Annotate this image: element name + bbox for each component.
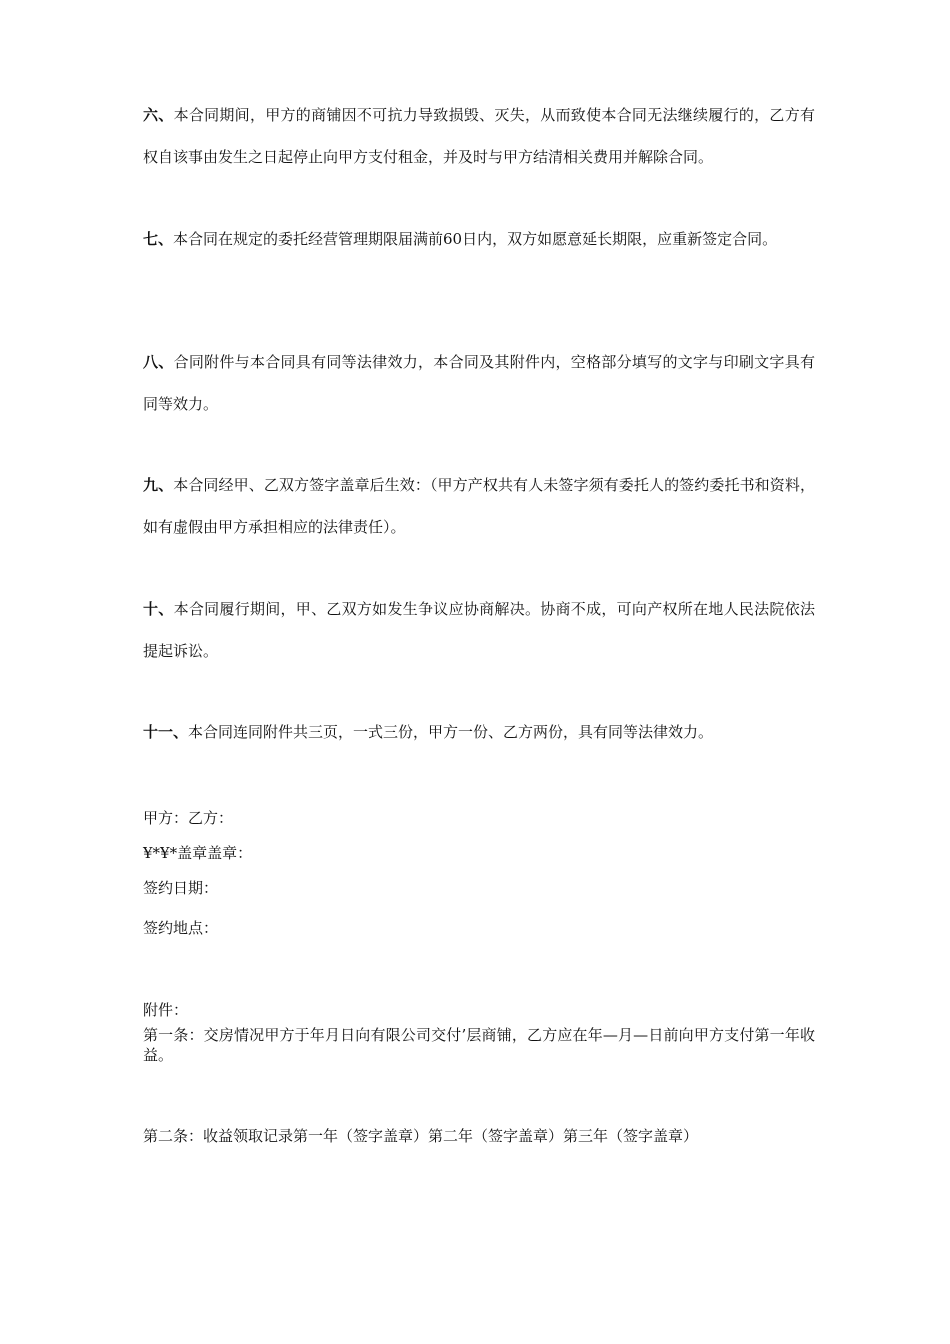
clause-11: [143, 711, 815, 753]
clause-number: 六、: [143, 106, 174, 124]
clause-10: [143, 588, 815, 672]
clause-7: [143, 218, 815, 260]
clause-text: 合同附件与本合同具有同等法律效力，本合同及其附件内，空格部分填写的文字与印刷文字具有同等效力。: [143, 353, 815, 413]
signature-seal: ¥*¥*盖章盖章：: [143, 844, 253, 862]
clause-number: 八、: [143, 353, 174, 371]
clause-text: 本合同在规定的委托经营管理期限届满前60日内，双方如愿意延长期限，应重新签定合同。: [173, 230, 778, 248]
clause-text: 本合同连同附件共三页，一式三份，甲方一份、乙方两份，具有同等法律效力。: [188, 723, 714, 741]
clause-number: 七、: [143, 230, 174, 248]
clause-number: 十、: [143, 600, 174, 618]
attachment-article-1: 第一条：交房情况甲方于年月日向有限公司交付’层商铺，乙方应在年—月—日前向甲方支付第一年收益。: [143, 1026, 815, 1064]
clause-number: 十一、: [143, 723, 189, 741]
signature-parties: 甲方：乙方：: [143, 809, 234, 827]
signature-date: 签约日期：: [143, 879, 219, 897]
signature-place: 签约地点：: [143, 919, 219, 937]
clause-text: 本合同经甲、乙双方签字盖章后生效：（甲方产权共有人未签字须有委托人的签约委托书和资料，如有虚假由甲方承担相应的法律责任）。: [143, 476, 815, 536]
clause-number: 九、: [143, 476, 174, 494]
clause-8: [143, 341, 815, 425]
clause-text: 本合同期间，甲方的商铺因不可抗力导致损毁、灭失，从而致使本合同无法继续履行的，乙方有权自该事由发生之日起停止向甲方支付租金，并及时与甲方结清相关费用并解除合同。: [143, 106, 815, 166]
clause-6: [143, 94, 815, 178]
clause-text: 本合同履行期间，甲、乙双方如发生争议应协商解决。协商不成，可向产权所在地人民法院依法提起诉讼。: [143, 600, 815, 660]
attachment-label: 附件：: [143, 1001, 189, 1019]
clause-9: [143, 464, 815, 548]
attachment-article-2: 第二条：收益领取记录第一年（签字盖章）第二年（签字盖章）第三年（签字盖章）: [143, 1127, 699, 1145]
